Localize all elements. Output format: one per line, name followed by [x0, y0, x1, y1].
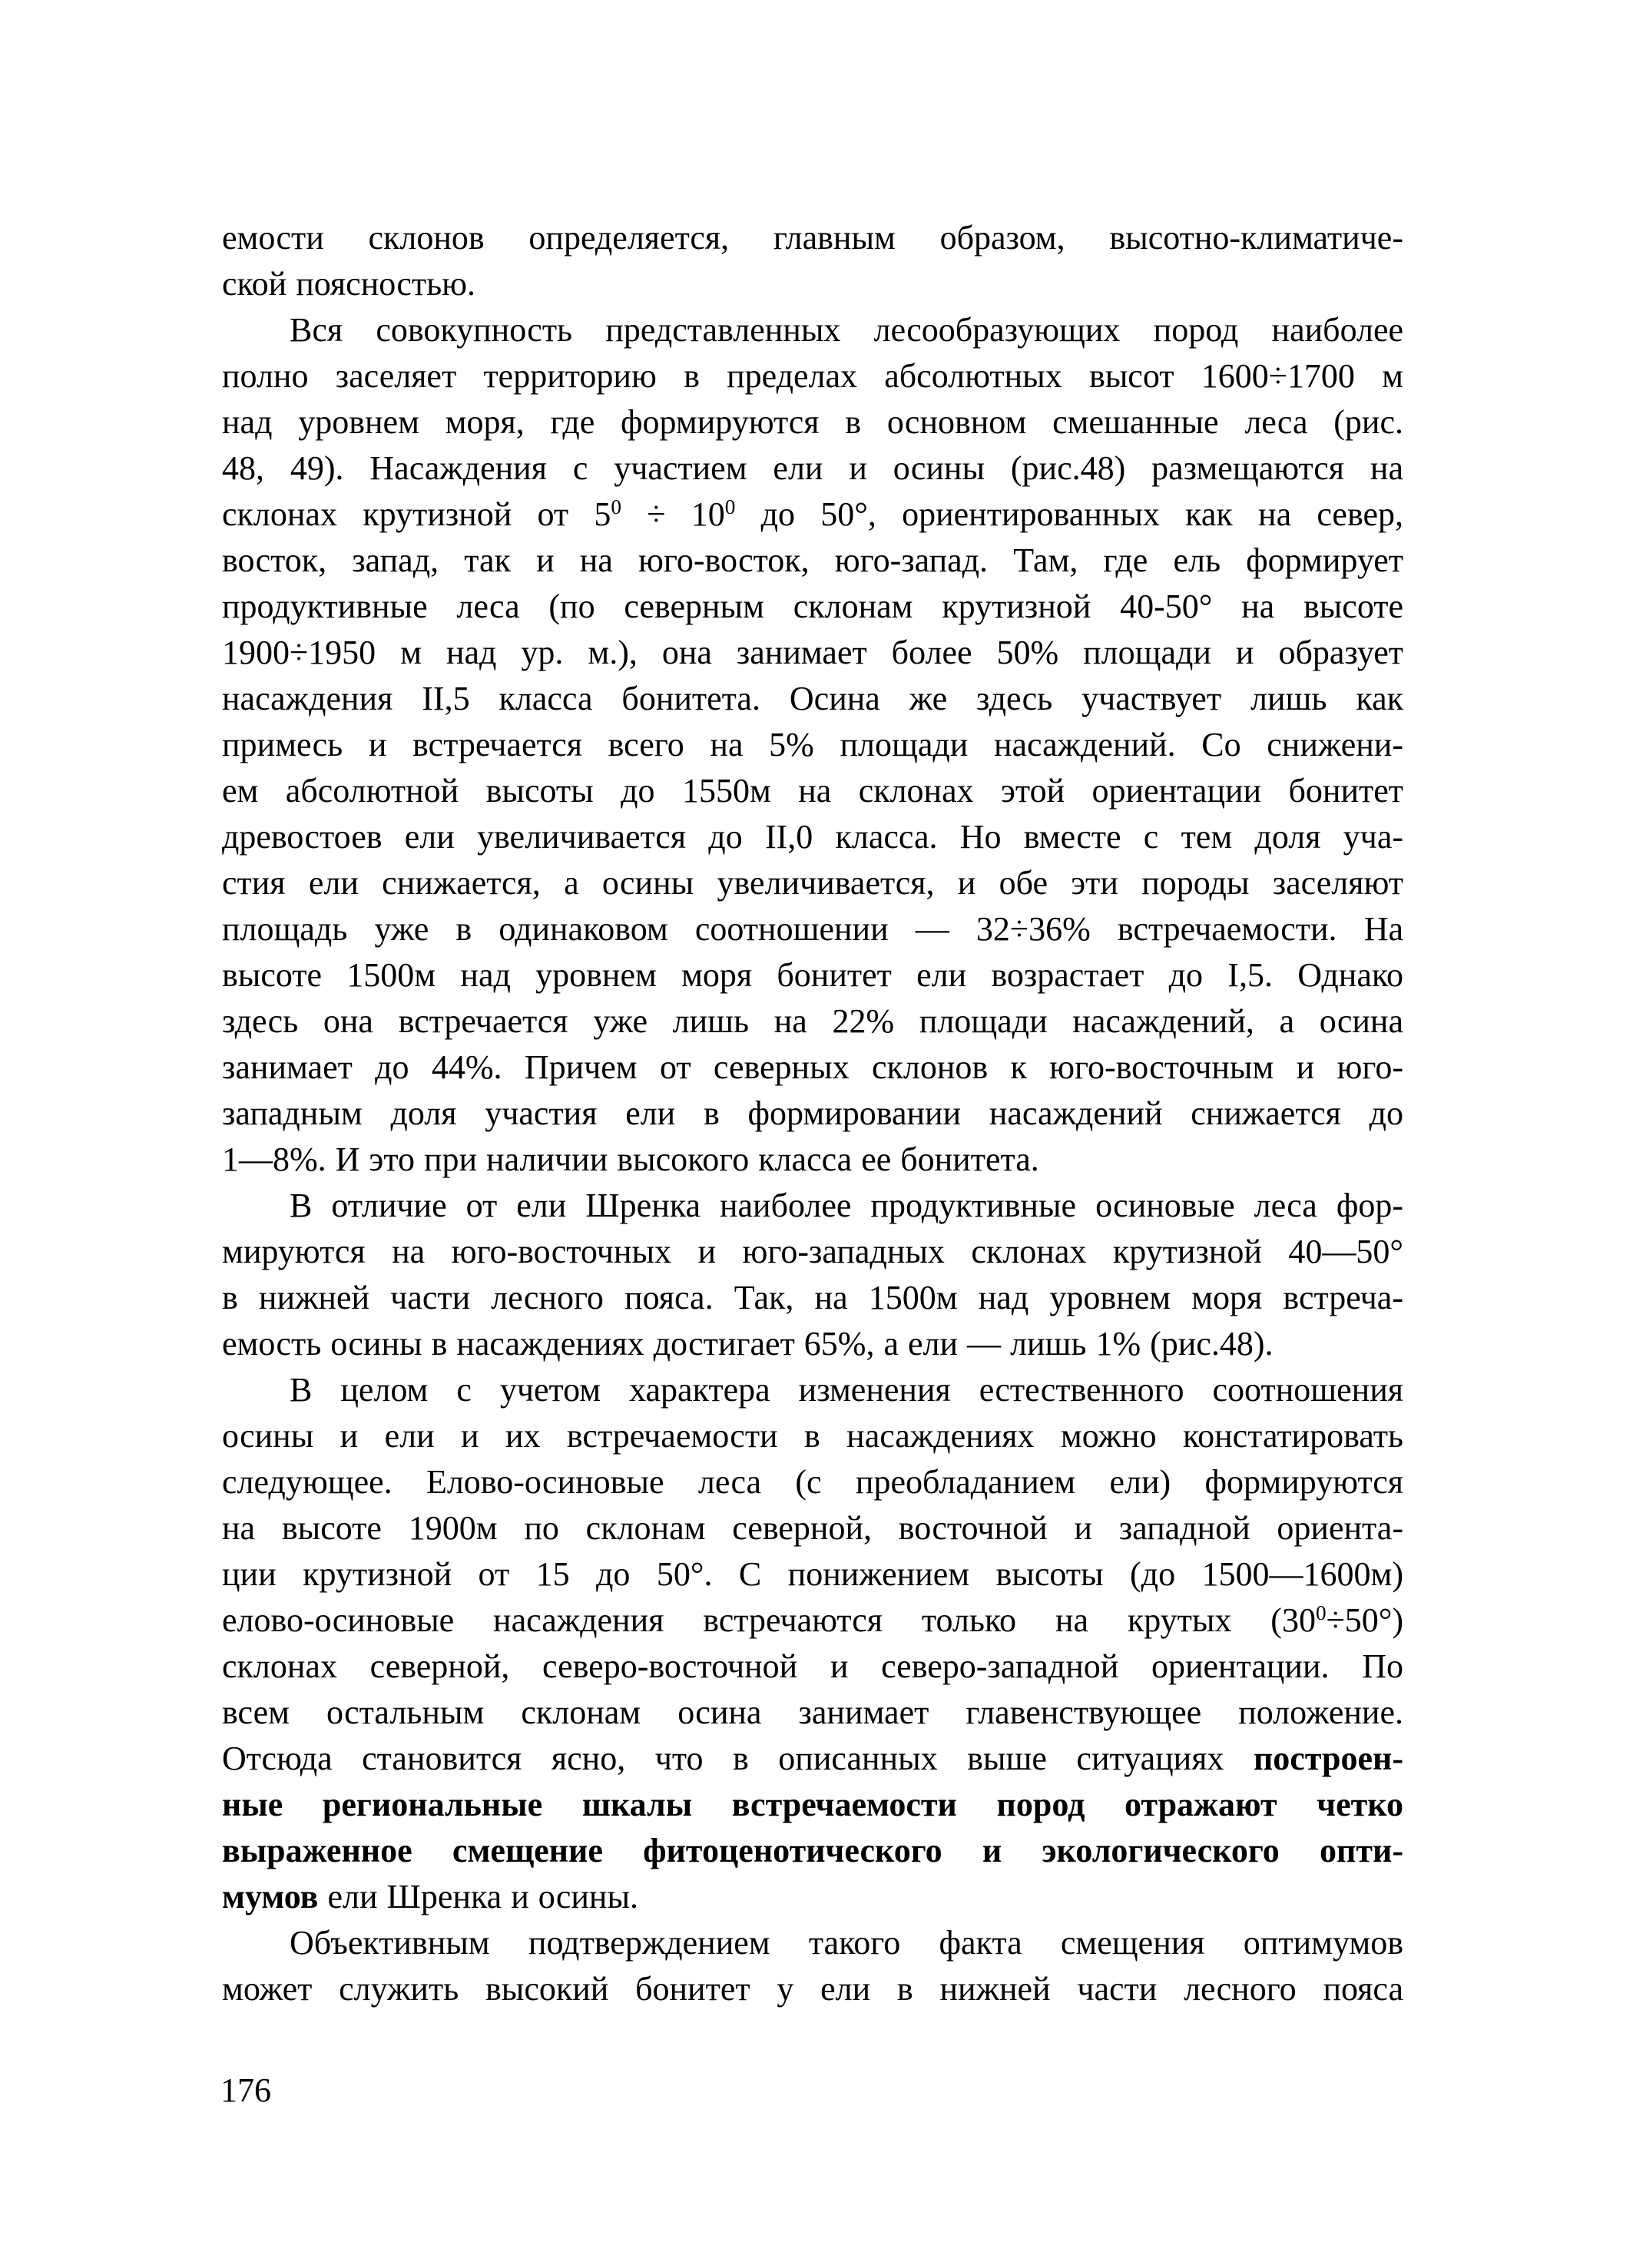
text-line-21: [222, 1137, 1403, 1183]
text-segment: ели Шренка и осины.: [318, 1878, 639, 1915]
text-segment: Отсюда становится ясно, что в описанных выше ситуациях: [222, 1740, 1254, 1777]
text-line-29: [222, 1505, 1403, 1551]
superscript-text: 0: [724, 495, 736, 518]
text-line-34: [222, 1736, 1403, 1782]
text-line-28: [222, 1459, 1403, 1505]
text-segment: ÷50°): [1326, 1601, 1403, 1639]
text-segment: мируются на юго-восточных и юго-западных склонах крутизной 40—50°: [222, 1233, 1403, 1270]
text-line-33: [222, 1690, 1403, 1736]
text-segment: высоте 1500м над уровнем моря бонитет ели возрастает до I,5. Однако: [222, 956, 1403, 994]
text-line-32: [222, 1644, 1403, 1690]
text-segment: стия ели снижается, а осины увеличивается, и обе эти породы заселяют: [222, 864, 1403, 902]
text-segment: Вся совокупность представленных лесообразующих пород наиболее: [290, 311, 1403, 349]
text-segment: 1—8%. И это при наличии высокого класса ее бонитета.: [222, 1141, 1039, 1178]
text-segment: площадь уже в одинаковом соотношении — 32÷36% встречаемости. На: [222, 910, 1403, 948]
text-segment: здесь она встречается уже лишь на 22% площади насаждений, а осина: [222, 1002, 1403, 1040]
text-segment: продуктивные леса (по северным склонам крутизной 40-50° на высоте: [222, 588, 1403, 625]
superscript-text: 0: [611, 495, 622, 518]
text-line-35: [222, 1782, 1403, 1828]
text-line-19: [222, 1045, 1403, 1091]
text-segment: занимает до 44%. Причем от северных склонов к юго-восточным и юго-: [222, 1048, 1403, 1086]
text-segment: В целом с учетом характера изменения естественного соотношения: [290, 1371, 1403, 1409]
text-segment: полно заселяет территорию в пределах абсолютных высот 1600÷1700 м: [222, 357, 1403, 395]
text-line-11: [222, 676, 1403, 722]
text-segment: емость осины в насаждениях достигает 65%, а ели — лишь 1% (рис.48).: [222, 1325, 1274, 1362]
text-line-17: [222, 952, 1403, 998]
text-segment: ные региональные шкалы встречаемости пород отражают четко: [222, 1786, 1403, 1823]
text-segment: елово-осиновые насаждения встречаются только на крутых (30: [222, 1601, 1316, 1639]
body-text: [222, 215, 1403, 2012]
text-line-14: [222, 814, 1403, 860]
text-segment: склонах северной, северо-восточной и северо-западной ориентации. По: [222, 1647, 1403, 1685]
text-segment: склонах крутизной от 5: [222, 495, 611, 533]
text-line-26: [222, 1367, 1403, 1413]
text-segment: 1900÷1950 м над ур. м.), она занимает более 50% площади и образует: [222, 634, 1403, 671]
text-line-37: [222, 1874, 1403, 1920]
text-segment: В отличие от ели Шренка наиболее продуктивные осиновые леса фор-: [290, 1187, 1403, 1224]
text-segment: западным доля участия ели в формировании насаждений снижается до: [222, 1094, 1403, 1132]
text-segment: восток, запад, так и на юго-восток, юго-запад. Там, где ель формирует: [222, 541, 1403, 579]
text-line-9: [222, 584, 1403, 630]
text-segment: древостоев ели увеличивается до II,0 класса. Но вместе с тем доля уча-: [222, 818, 1403, 856]
text-line-38: [222, 1920, 1403, 1966]
text-segment: Объективным подтверждением такого факта смещения оптимумов: [290, 1924, 1403, 1962]
text-segment: мумов: [222, 1878, 319, 1915]
text-line-3: [222, 307, 1403, 353]
text-line-5: [222, 399, 1403, 445]
text-line-22: [222, 1183, 1403, 1229]
text-line-31: [222, 1598, 1403, 1644]
text-line-15: [222, 860, 1403, 906]
text-line-1: [222, 215, 1403, 261]
text-line-8: [222, 538, 1403, 584]
text-segment: может служить высокий бонитет у ели в нижней части лесного пояса: [222, 1970, 1403, 2008]
text-line-30: [222, 1551, 1403, 1598]
text-line-36: [222, 1828, 1403, 1874]
text-line-24: [222, 1275, 1403, 1321]
text-line-2: [222, 261, 1403, 307]
text-segment: ской поясностью.: [222, 265, 476, 303]
text-segment: выраженное смещение фитоценотического и экологического опти-: [222, 1832, 1403, 1869]
text-segment: над уровнем моря, где формируются в основном смешанные леса (рис.: [222, 403, 1403, 441]
text-segment: следующее. Елово-осиновые леса (с преобладанием ели) формируются: [222, 1463, 1403, 1501]
text-line-10: [222, 630, 1403, 676]
text-line-13: [222, 768, 1403, 814]
page-number: 176: [220, 2071, 271, 2109]
text-line-18: [222, 998, 1403, 1045]
text-line-23: [222, 1229, 1403, 1275]
text-line-20: [222, 1091, 1403, 1137]
text-line-12: [222, 722, 1403, 768]
text-segment: до 50°, ориентированных как на север,: [735, 495, 1403, 533]
text-segment: ÷ 10: [621, 495, 725, 533]
text-line-7: [222, 492, 1403, 538]
text-line-6: [222, 445, 1403, 492]
text-segment: примесь и встречается всего на 5% площади насаждений. Со снижени-: [222, 726, 1403, 763]
superscript-text: 0: [1315, 1601, 1327, 1624]
text-segment: осины и ели и их встречаемости в насаждениях можно констатировать: [222, 1417, 1403, 1455]
text-segment: ции крутизной от 15 до 50°. С понижением высоты (до 1500—1600м): [222, 1555, 1403, 1593]
text-segment: емости склонов определяется, главным образом, высотно-климатиче-: [222, 219, 1403, 257]
text-segment: на высоте 1900м по склонам северной, восточной и западной ориента-: [222, 1509, 1403, 1547]
text-line-39: [222, 1966, 1403, 2012]
text-segment: в нижней части лесного пояса. Так, на 1500м над уровнем моря встреча-: [222, 1279, 1403, 1316]
text-line-16: [222, 906, 1403, 952]
text-segment: насаждения II,5 класса бонитета. Осина же здесь участвует лишь как: [222, 680, 1403, 717]
text-line-25: [222, 1321, 1403, 1367]
text-line-4: [222, 353, 1403, 399]
text-segment: 48, 49). Насаждения с участием ели и осины (рис.48) размещаются на: [222, 449, 1403, 487]
text-segment: всем остальным склонам осина занимает главенствующее положение.: [222, 1694, 1403, 1731]
text-segment: построен-: [1253, 1740, 1403, 1777]
text-segment: ем абсолютной высоты до 1550м на склонах этой ориентации бонитет: [222, 772, 1403, 810]
text-line-27: [222, 1413, 1403, 1459]
